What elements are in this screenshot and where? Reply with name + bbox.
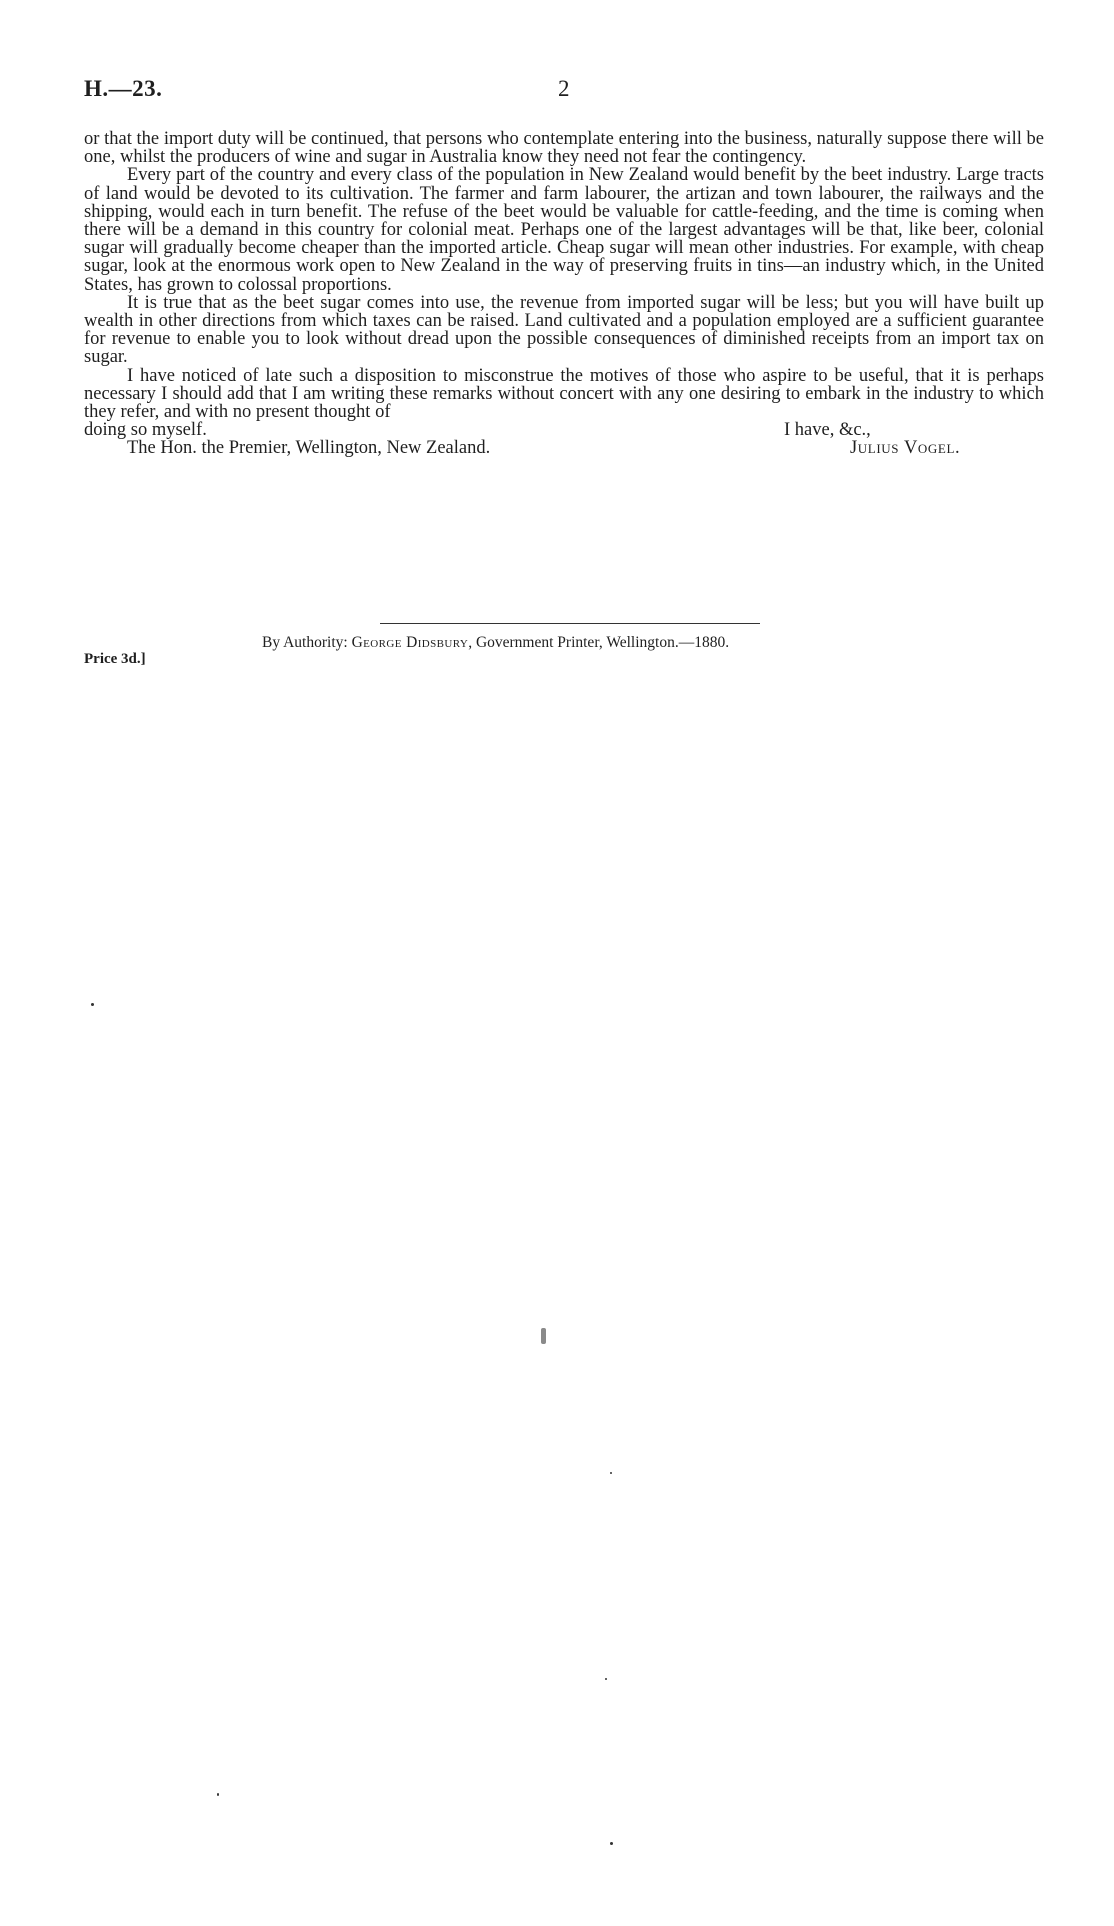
closing-line (84, 421, 1044, 439)
paragraph-beet-industry: Every part of the country and every class of the population in New Zealand would benefit by the beet industry. Large tracts of land would be devoted to its cultivation. The farmer and farm labourer, the artizan and town labourer, the railways and the shipping, would each in turn benefit. The refuse of the beet would be valuable for cattle-feeding, and the time is coming when there will be a demand in this country for colonial meat. Perhaps one of the largest advantages will be that, like beer, colonial sugar will gradually become cheaper than the imported article. Cheap sugar will mean other industries. For example, with cheap sugar, look at the enormous work open to New Zealand in the way of preserving fruits in tins—an industry which, in the United States, has grown to colossal proportions. (84, 165, 1044, 295)
signature: Julius Vogel. (850, 438, 961, 459)
scan-speck (610, 1472, 612, 1474)
closing-last-line: doing so myself. (84, 420, 207, 441)
scan-speck (91, 1003, 94, 1006)
imprint-suffix: , Government Printer, Wellington.—1880. (468, 634, 730, 651)
addressee: The Hon. the Premier, Wellington, New Zealand. (127, 438, 491, 459)
addressee-row (84, 439, 1044, 459)
document-reference: H.—23. (84, 76, 163, 101)
price-label: Price 3d.] (84, 651, 146, 667)
footer-divider (380, 623, 760, 624)
scan-speck (605, 1678, 607, 1680)
scan-speck (541, 1328, 546, 1344)
scan-speck (610, 1842, 613, 1845)
page-number: 2 (558, 76, 570, 101)
printer-imprint (262, 634, 729, 652)
imprint-prefix: By Authority: (262, 634, 348, 651)
closing-salutation: I have, &c., (784, 420, 871, 441)
scan-speck (217, 1793, 219, 1796)
letter-body (84, 130, 1044, 459)
paragraph-revenue: It is true that as the beet sugar comes into use, the revenue from imported sugar will be less; but you will have built up wealth in other directions from which taxes can be raised. Land cultivated and a population employed are a sufficient guarantee for revenue to enable you to look without dread upon the possible consequences of diminished receipts from an import tax on sugar. (84, 292, 1044, 368)
printer-name: George Didsbury (351, 634, 469, 651)
paragraph-disposition: I have noticed of late such a disposition to misconstrue the motives of those who aspire to be useful, that it is perhaps necessary I should add that I am writing these remarks without concert with any one desiring to embark in the industry to which they refer, and with no present thought of (84, 365, 1044, 423)
paragraph-continuation: or that the import duty will be continued, that persons who contemplate entering into the business, naturally suppose there will be one, whilst the producers of wine and sugar in Australia know they need not fear the contingency. (84, 129, 1044, 168)
